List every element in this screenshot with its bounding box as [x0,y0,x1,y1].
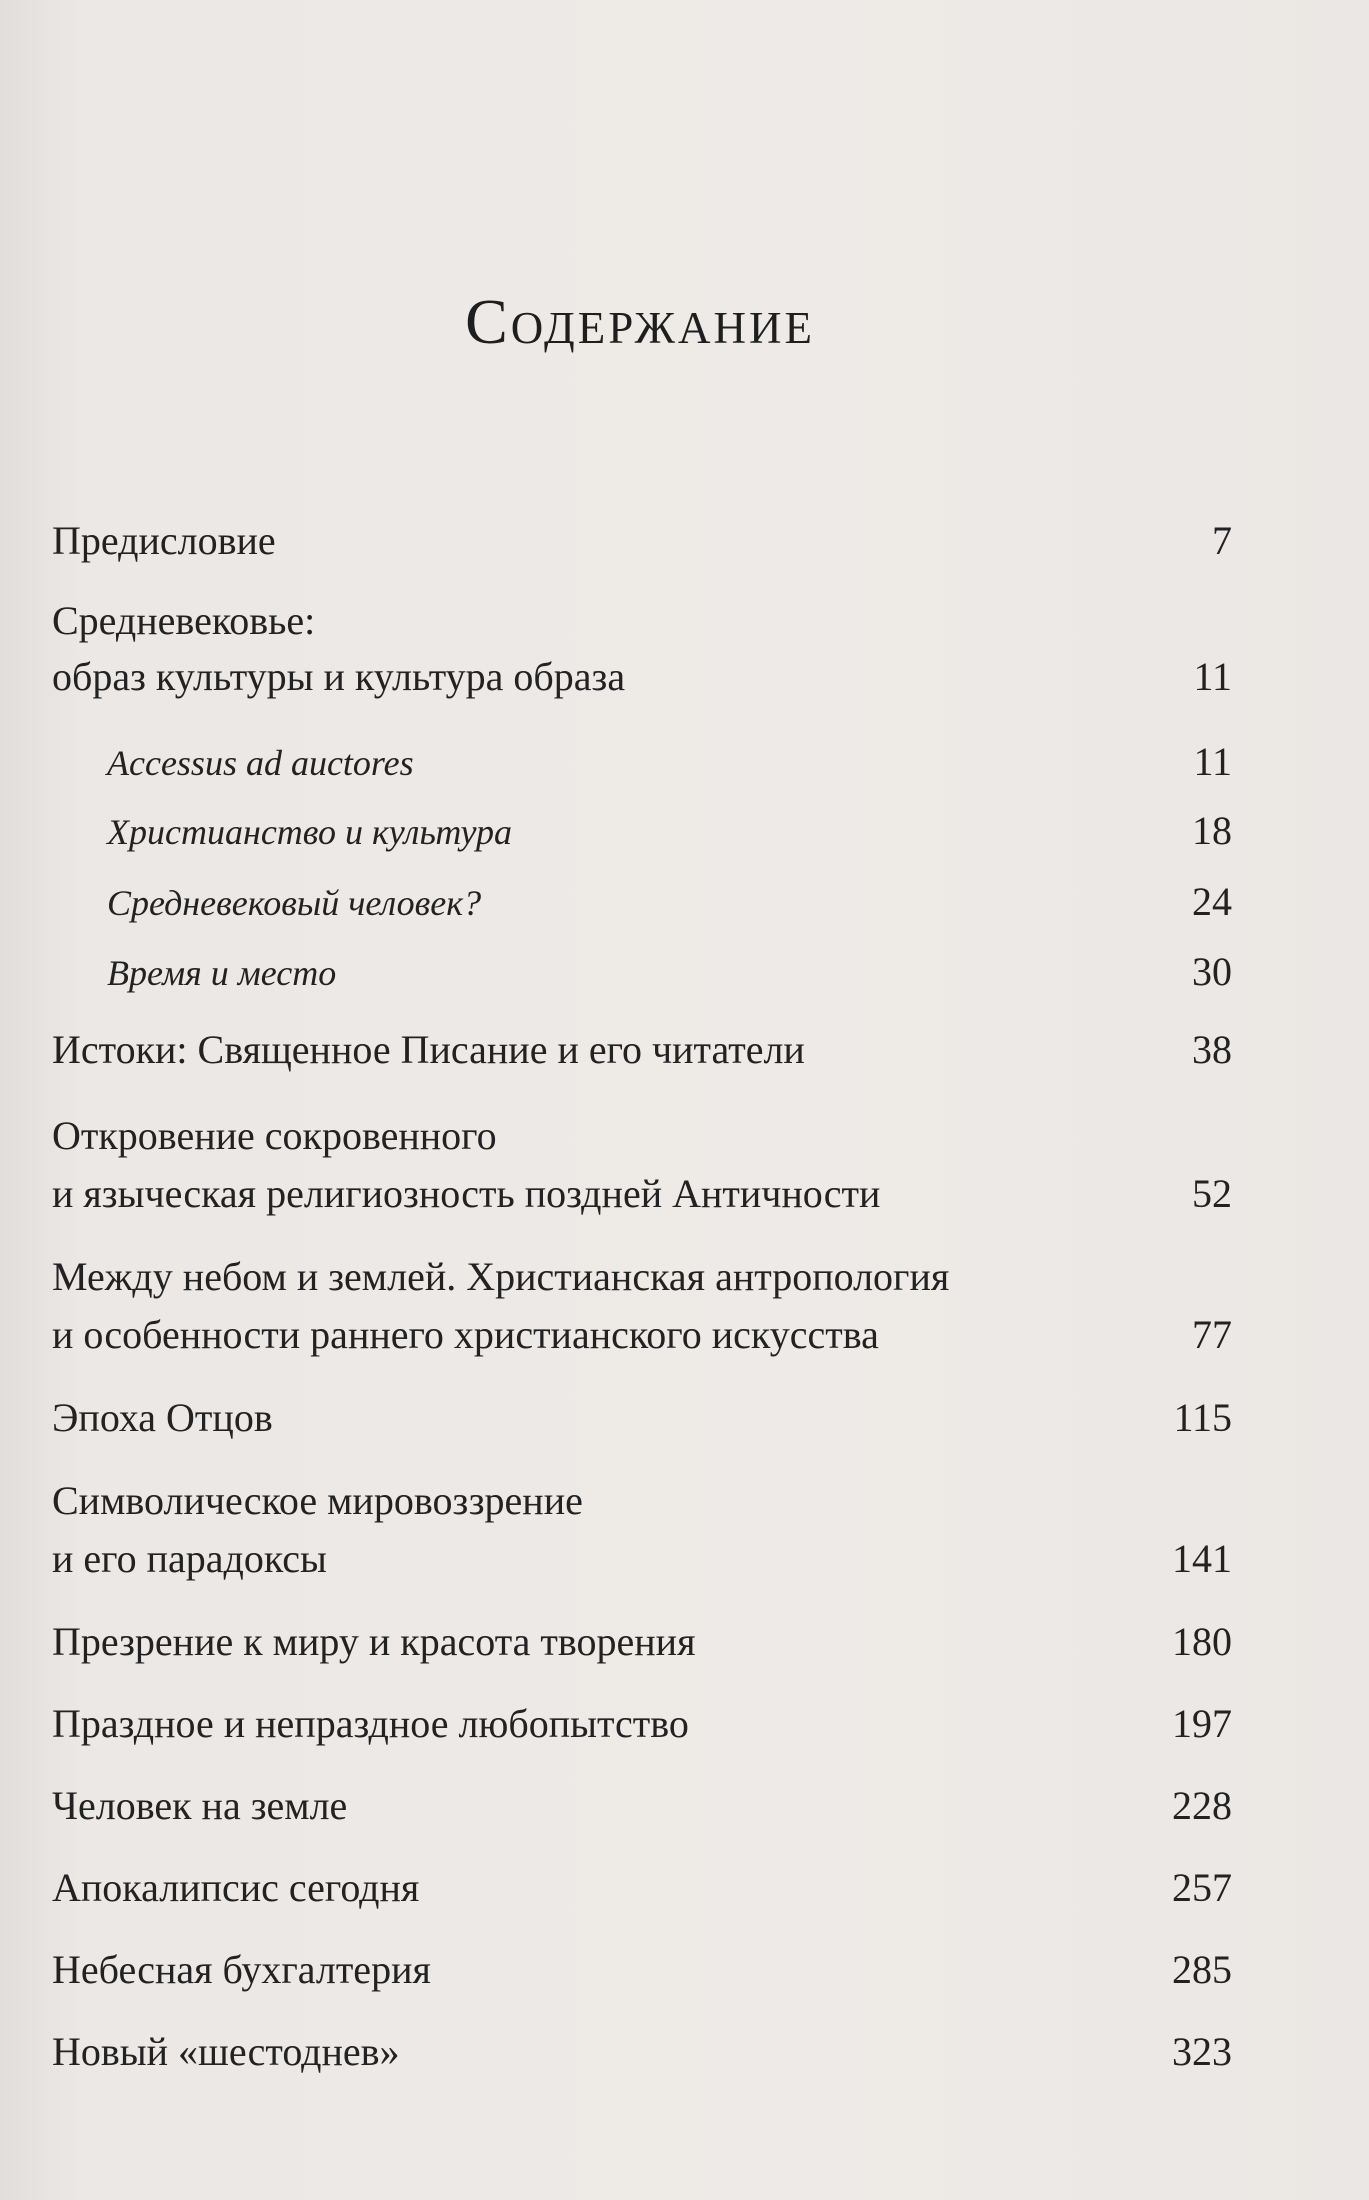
toc-entry-text: Предисловие [52,518,276,563]
leader-dots [333,1562,1166,1572]
toc-page-number: 11 [1193,654,1232,699]
toc-entry-text: Средневековье: [52,598,316,643]
toc-entry-text: Эпоха Отцов [52,1395,273,1440]
toc-entry-middle-ages[interactable] [52,653,1232,701]
leader-dots [425,1891,1166,1901]
toc-page-number: 24 [1192,879,1232,924]
leader-dots [886,1197,1186,1207]
leader-dots [282,544,1206,554]
toc-page-number: 38 [1192,1027,1232,1072]
toc-subentry-christianity-culture[interactable] [107,807,1232,856]
toc-page-number: 197 [1172,1701,1232,1746]
toc-entry-revelation[interactable] [52,1170,1232,1218]
leader-dots [695,1727,1166,1737]
toc-entry-contempt-world[interactable] [52,1618,1232,1666]
leader-dots [420,765,1188,775]
toc-entry-middle-ages-line1[interactable] [52,597,315,645]
page-title: Содержание [465,286,815,357]
toc-entry-text: Человек на земле [52,1783,348,1828]
toc-page-number: 18 [1192,808,1232,853]
toc-page-number: 228 [1172,1783,1232,1828]
toc-entry-text: Средневековый человек? [107,883,482,923]
toc-entry-heaven-earth[interactable] [52,1311,1232,1359]
toc-entry-text: Небесная бухгалтерия [52,1947,431,1992]
leader-dots [701,1645,1166,1655]
toc-page-number: 77 [1192,1312,1232,1357]
toc-entry-revelation-line1[interactable] [52,1112,497,1160]
toc-entry-fathers[interactable] [52,1394,1232,1442]
toc-page-number: 30 [1192,949,1232,994]
toc-entry-text: Апокалипсис сегодня [52,1865,420,1910]
toc-entry-text: Презрение к миру и красота творения [52,1619,696,1664]
toc-page-number: 115 [1173,1395,1232,1440]
toc-entry-heavenly-accounting[interactable] [52,1946,1232,1994]
toc-page-number: 141 [1172,1536,1232,1581]
leader-dots [353,1809,1166,1819]
toc-entry-heaven-earth-line1[interactable] [52,1253,949,1301]
toc-entry-curiosity[interactable] [52,1700,1232,1748]
toc-subentry-time-place[interactable] [107,948,1232,997]
toc-page-number: 11 [1193,739,1232,784]
toc-page-number: 7 [1212,518,1232,563]
toc-entry-text: Между небом и землей. Христианская антропология [52,1254,950,1299]
toc-entry-new-hexameron[interactable] [52,2028,1232,2076]
toc-entry-man-on-earth[interactable] [52,1782,1232,1830]
toc-page-number: 323 [1172,2029,1232,2074]
leader-dots [811,1053,1186,1063]
leader-dots [437,1973,1166,1983]
leader-dots [885,1338,1186,1348]
toc-entry-text: образ культуры и культура образа [52,654,626,699]
toc-entry-text: Accessus ad auctores [107,743,414,783]
leader-dots [631,680,1187,690]
toc-page-number: 52 [1192,1171,1232,1216]
leader-dots [406,2055,1166,2065]
toc-subentry-medieval-man[interactable] [107,878,1232,927]
toc-entry-text: и языческая религиозность поздней Античности [52,1171,881,1216]
toc-entry-text: и его парадоксы [52,1536,327,1581]
toc-entry-text: Христианство и культура [107,812,513,852]
toc-entry-text: Праздное и непраздное любопытство [52,1701,689,1746]
toc-entry-sources[interactable] [52,1026,1232,1074]
toc-subentry-accessus[interactable] [107,738,1232,787]
toc-entry-text: Символическое мировоззрение [52,1478,583,1523]
toc-entry-text: Время и место [107,953,337,993]
leader-dots [487,905,1186,915]
leader-dots [518,834,1186,844]
toc-entry-text: и особенности раннего христианского искусства [52,1312,879,1357]
toc-page-number: 257 [1172,1865,1232,1910]
toc-entry-symbolic-line1[interactable] [52,1477,583,1525]
toc-entry-apocalypse[interactable] [52,1864,1232,1912]
toc-entry-preface[interactable] [52,517,1232,565]
toc-entry-symbolic[interactable] [52,1535,1232,1583]
toc-entry-text: Истоки: Священное Писание и его читатели [52,1027,805,1072]
toc-entry-text: Откровение сокровенного [52,1113,497,1158]
toc-page-number: 285 [1172,1947,1232,1992]
leader-dots [279,1421,1168,1431]
toc-entry-text: Новый «шестоднев» [52,2029,400,2074]
toc-page-number: 180 [1172,1619,1232,1664]
leader-dots [342,975,1186,985]
